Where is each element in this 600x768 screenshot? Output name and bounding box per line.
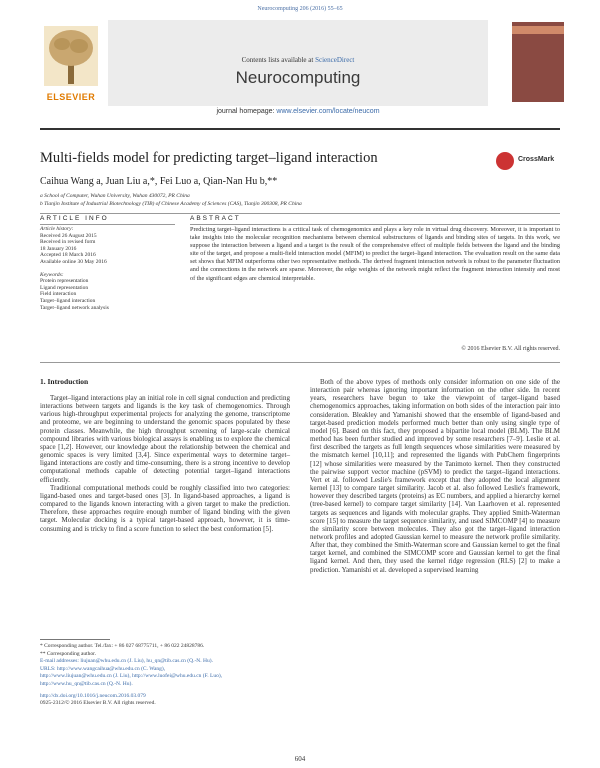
abstract-copyright: © 2016 Elsevier B.V. All rights reserved.	[461, 346, 560, 352]
affiliation-a: a School of Computer, Wuhan University, Wuhan 430072, PR China	[40, 193, 190, 199]
left-column	[40, 394, 290, 533]
elsevier-logo	[40, 22, 102, 104]
abstract-rule	[190, 224, 560, 225]
footnote: ** Corresponding author.	[40, 650, 97, 657]
journal-reference[interactable]: Neurocomputing 206 (2016) 55–65	[257, 6, 343, 12]
body-paragraph: Target–ligand interactions play an initial role in cell signal conduction and predicting interactions between targets and ligands is the key task of chemogenomics. Through various high-throughput experimental projects for analyzing the genome, transcriptome and proteome, we are beginning to understand the genomic spaces populated by these protein classes. Meanwhile, the high throughput screening of large-scale chemical compound libraries with various biological assays is enabling us to explore the chemical space [1,2]. However, our knowledge about the relationship between the chemical and genomic spaces is very limited [3,4]. Since experimental ways to determine target–ligand interactions are costly and time-consuming, there is a strong incentive to develop computational methods capable of detecting potential target–ligand interactions efficiently.	[40, 394, 290, 484]
crossmark-label: CrossMark	[518, 156, 555, 163]
journal-cover-stripe	[512, 26, 564, 34]
contents-prefix: Contents lists available at	[241, 56, 314, 64]
affiliation-divider	[40, 213, 560, 214]
author-list: Caihua Wang a, Juan Liu a,*, Fei Luo a, Qian-Nan Hu b,**	[40, 176, 278, 187]
footnote-url[interactable]: http://www.liujuan@whu.edu.cn (J. Liu), http://www.luofei@whu.edu.cn (F. Luo),	[40, 673, 223, 680]
history-item: Available online 30 May 2016	[40, 258, 107, 265]
issn-line: 0925-2312/© 2016 Elsevier B.V. All rights reserved.	[40, 700, 156, 707]
footnotes	[40, 643, 295, 708]
homepage-prefix: journal homepage:	[216, 108, 275, 115]
abstract-text: Predicting target–ligand interactions is a critical task of chemogenomics and plays a key role in virtual drug discovery. Moreover, it is important to take insights into the molecular recognition mechanisms between chemical substructures of ligands and binding sites of targets. In this work, we suppose the interaction between a ligand and a target is the result of the comprehensive effect of multiple fields between the ligand and the binding site of the target, and propose a multi-field interaction model (MFIM) to predict the target–ligand interaction. The evaluation result on the same data set shows that MFIM outperforms other two representative methods. The derived fragment interaction network is robust to the parameter fluctuation and the connections in the network are sparse. Moreover, the edge weights of the network might reflect the fragment interaction intensity and most of the significant edges are chemical interpretable.	[190, 226, 560, 282]
sciencedirect-link[interactable]: ScienceDirect	[315, 56, 355, 64]
history-label: Article history:	[40, 226, 74, 232]
homepage-url-link[interactable]: www.elsevier.com/locate/neucom	[276, 108, 380, 115]
right-column	[310, 378, 560, 574]
page-number: 604	[294, 755, 306, 763]
footnote-url[interactable]: URLS: http://www.wangcaihua@whu.edu.cn (C. Wang),	[40, 665, 166, 672]
abstract-divider	[40, 362, 560, 363]
footnote-rule	[40, 639, 110, 640]
section-heading: 1. Introduction	[40, 377, 89, 386]
homepage-line	[108, 108, 488, 115]
journal-cover-image	[512, 22, 564, 102]
journal-header	[40, 20, 560, 128]
keyword: Field interaction	[40, 291, 77, 298]
info-rule	[40, 224, 175, 225]
keyword: Protein representation	[40, 278, 89, 285]
footnote-email[interactable]: E-mail addresses: liujuan@whu.edu.cn (J. Liu), hu_qn@tib.cas.cn (Q.-N. Hu).	[40, 658, 213, 665]
history-item: 18 January 2016	[40, 245, 77, 252]
doi-link[interactable]: http://dx.doi.org/10.1016/j.neucom.2016.03.079	[40, 692, 146, 699]
keyword: Target–ligand interaction	[40, 297, 96, 304]
body-paragraph: Traditional computational methods could be roughly classified into two categories: ligand-based ones and target-based ones [3]. In ligand-based approaches, a ligand is compared to the ligands known interacting with a given target to make the prediction. Therefore, these approaches require enough number of ligand binding with the given target. Molecular docking is a typical target-based approach, however, it is time-consuming and is tricky to find a score function to select the best conformation [5].	[40, 483, 290, 533]
body-paragraph: Both of the above types of methods only consider information on one side of the interaction pair whereas ignoring important information on the other side. In recent years, researchers have begun to take the viewpoint of target–ligand based chemogenomics approaches, taking information on both sides of the interaction pair into consideration. Bleakley and Yamanishi showed that the ensemble of ligand-based and target-based prediction models performed much better than only using single type of model [6]. Based on this fact, they proposed a bipartite local model (BLM). The BLM method has been further studied and improved by some researchers [7–9]. Leslie et al. first described the targets as full length sequences whose similarities were measured by the mismatch kernel [10,11]; and represented the ligands with PubChem fingerprints [12] whose similarities were measured by the Tanimoto kernel. Then they constructed the pairwise support vector machine (pSVM) to predict the target–ligand interactions. Vert et al. followed Leslie's framework except that they adopted the local alignment kernel [13] to compare target similarity. Jacob et al. also followed Leslie's framework, however they described targets (proteins) as EC numbers, and applied a hierarchy kernel (tree-based kernel) to compare target similarity [14]. Van Laarhoven et al. represented targets as sequences and ligands with molecular graphs. They applied Smith-Waterman score [15] to measure the target sequence similarity, and used SIMCOMP [4] to measure the similarity score between molecules. They also got the target–ligand interaction network profiles and adopted Gaussian kernel to measure the network profile similarity. After that, they combined the Smith-Waterman score and Gaussian kernel to get the final target kernel, and combined the SIMCOMP score and Gaussian kernel to get the final ligand kernel. And then, they used the kernel ridge regression (RLS) [2] to make a prediction. Yamanishi et al. developed a supervised learning	[310, 378, 560, 574]
keywords-label: Keywords:	[40, 271, 64, 278]
publisher-logo-text: ELSEVIER	[46, 92, 96, 102]
keyword: Target–ligand network analysis	[40, 304, 109, 311]
contents-line	[108, 56, 488, 64]
history-item: Received in revised form	[40, 239, 96, 246]
abstract-heading: ABSTRACT	[190, 215, 241, 222]
affiliation-b: b Tianjin Institute of Industrial Biotechnology (TIB) of Chinese Academy of Sciences (CAS), Tianjin 300308, PR China	[40, 201, 302, 207]
crossmark-badge[interactable]	[496, 152, 560, 172]
article-title: Multi-fields model for predicting target–ligand interaction	[40, 150, 378, 166]
elsevier-tree-icon	[44, 26, 98, 86]
header-divider	[40, 128, 560, 130]
crossmark-icon	[496, 152, 514, 170]
article-history	[40, 226, 180, 311]
history-item: Accepted 18 March 2016	[40, 252, 96, 259]
keyword: Ligand representation	[40, 284, 89, 291]
history-item: Received 26 August 2015	[40, 232, 97, 239]
article-info-heading: ARTICLE INFO	[40, 215, 109, 222]
footnote-url[interactable]: http://www.hu_qn@tib.cas.cn (Q.-N. Hu).	[40, 680, 133, 687]
footnote: * Corresponding author. Tel./fax: + 86 027 68775711, + 86 022 24828786.	[40, 643, 205, 649]
journal-title: Neurocomputing	[235, 68, 361, 87]
